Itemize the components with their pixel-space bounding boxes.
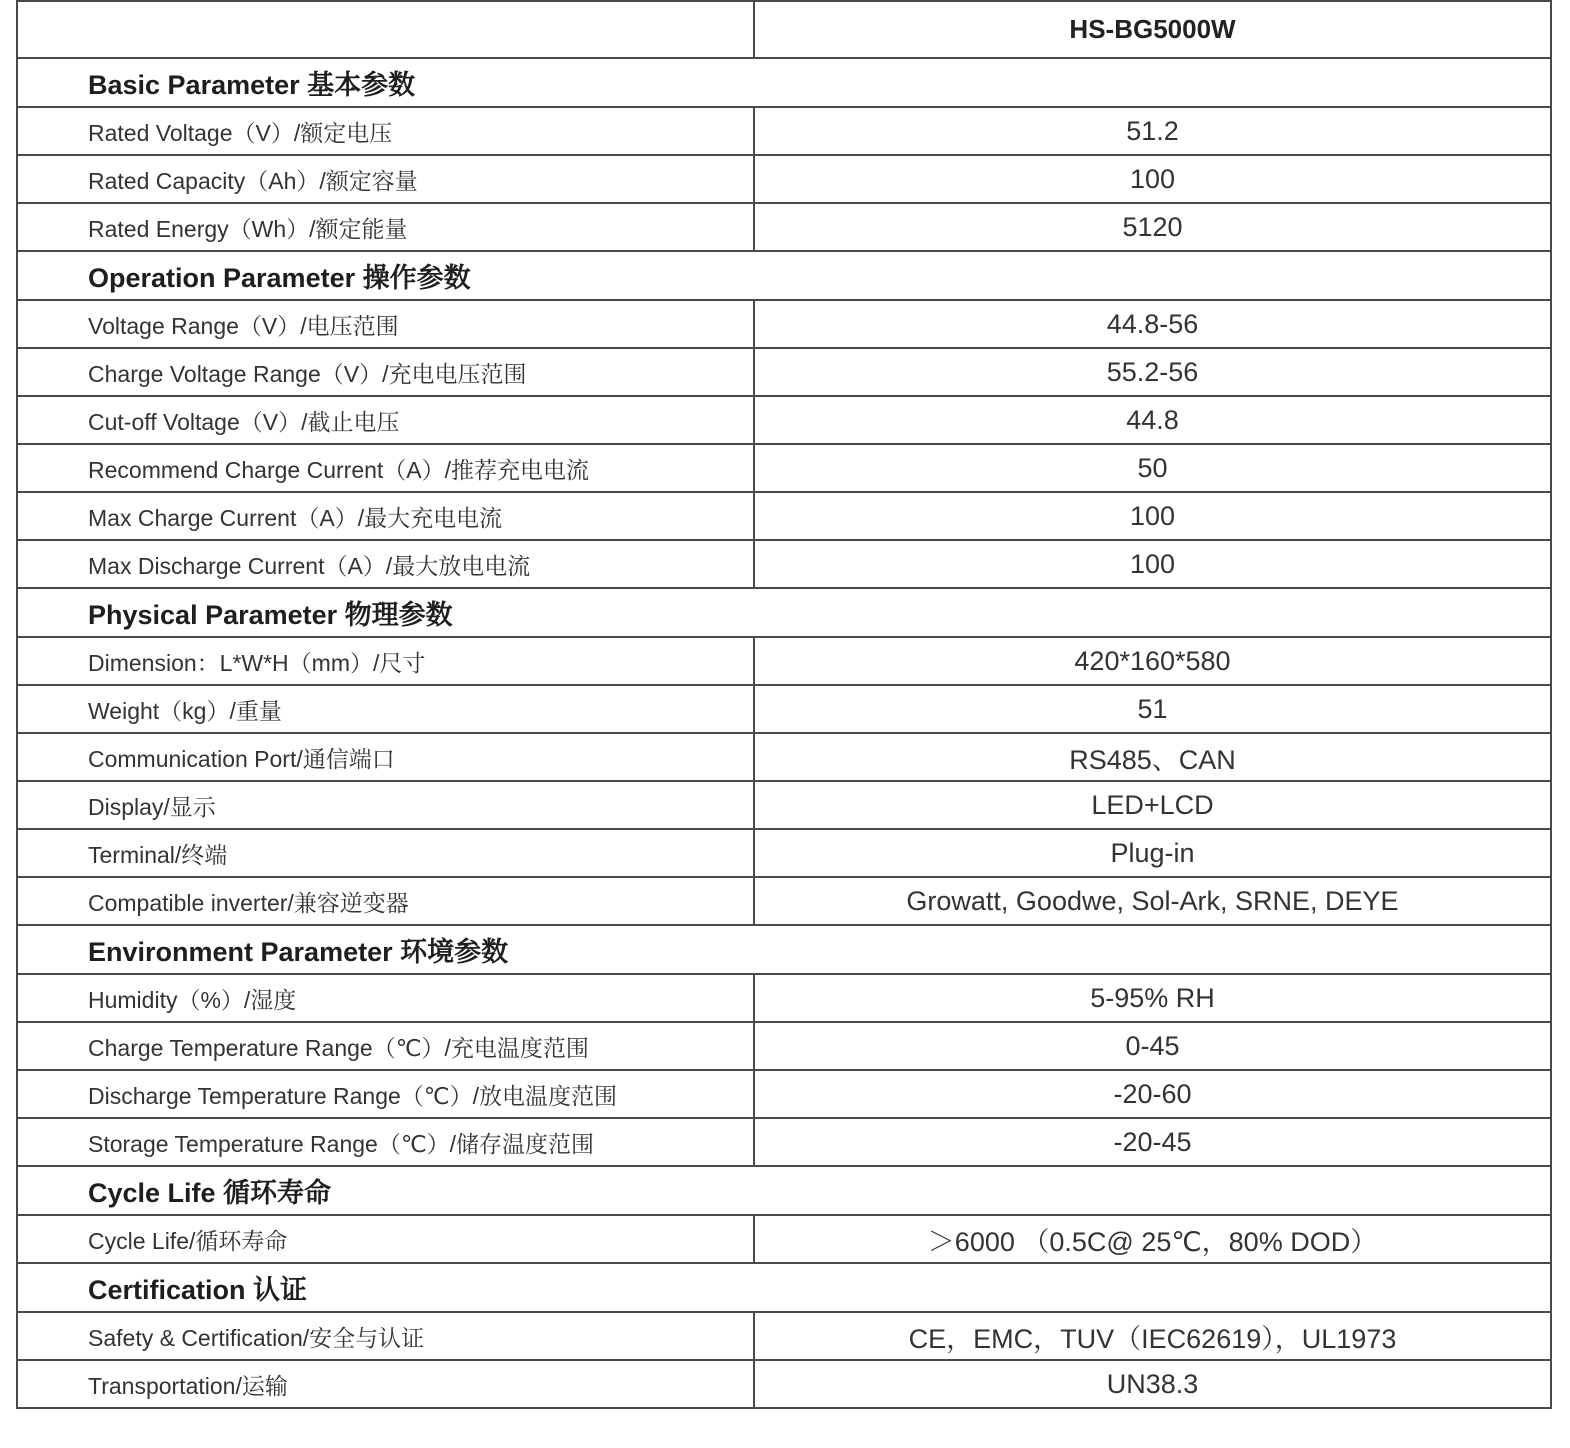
table-row [17, 396, 1551, 444]
section-title: Cycle Life 循环寿命 [17, 1166, 1551, 1215]
table-row [17, 829, 1551, 877]
parameter-value: 0-45 [754, 1022, 1551, 1070]
section-title: Basic Parameter 基本参数 [17, 58, 1551, 107]
parameter-label: Communication Port/通信端口 [17, 733, 754, 781]
table-row [17, 974, 1551, 1022]
section-header-row [17, 588, 1551, 637]
parameter-label: Max Discharge Current（A）/最大放电电流 [17, 540, 754, 588]
table-row [17, 155, 1551, 203]
model-name: HS-BG5000W [754, 1, 1551, 58]
parameter-value: UN38.3 [754, 1360, 1551, 1408]
parameter-label: Compatible inverter/兼容逆变器 [17, 877, 754, 925]
parameter-value: RS485、CAN [754, 733, 1551, 781]
header-empty-cell [17, 1, 754, 58]
parameter-value: LED+LCD [754, 781, 1551, 829]
parameter-label: Safety & Certification/安全与认证 [17, 1312, 754, 1360]
parameter-label: Rated Capacity（Ah）/额定容量 [17, 155, 754, 203]
parameter-value: 100 [754, 155, 1551, 203]
table-row [17, 300, 1551, 348]
parameter-label: Max Charge Current（A）/最大充电电流 [17, 492, 754, 540]
spec-table [16, 0, 1552, 1409]
parameter-value: 100 [754, 492, 1551, 540]
parameter-value: 5120 [754, 203, 1551, 251]
table-row [17, 781, 1551, 829]
table-row [17, 877, 1551, 925]
parameter-label: Transportation/运输 [17, 1360, 754, 1408]
section-title: Physical Parameter 物理参数 [17, 588, 1551, 637]
table-row [17, 685, 1551, 733]
table-row [17, 1022, 1551, 1070]
table-row [17, 107, 1551, 155]
parameter-label: Cut-off Voltage（V）/截止电压 [17, 396, 754, 444]
section-title: Environment Parameter 环境参数 [17, 925, 1551, 974]
parameter-value: 100 [754, 540, 1551, 588]
section-header-row [17, 1166, 1551, 1215]
header-row [17, 1, 1551, 58]
parameter-label: Weight（kg）/重量 [17, 685, 754, 733]
parameter-label: Discharge Temperature Range（℃）/放电温度范围 [17, 1070, 754, 1118]
parameter-label: Rated Energy（Wh）/额定能量 [17, 203, 754, 251]
parameter-label: Humidity（%）/湿度 [17, 974, 754, 1022]
parameter-value: 420*160*580 [754, 637, 1551, 685]
parameter-label: Charge Voltage Range（V）/充电电压范围 [17, 348, 754, 396]
parameter-value: 51.2 [754, 107, 1551, 155]
parameter-label: Display/显示 [17, 781, 754, 829]
parameter-value: 50 [754, 444, 1551, 492]
section-title: Operation Parameter 操作参数 [17, 251, 1551, 300]
table-row [17, 1215, 1551, 1263]
parameter-label: Voltage Range（V）/电压范围 [17, 300, 754, 348]
parameter-label: Recommend Charge Current（A）/推荐充电电流 [17, 444, 754, 492]
section-header-row [17, 58, 1551, 107]
parameter-value: -20-45 [754, 1118, 1551, 1166]
parameter-value: 5-95% RH [754, 974, 1551, 1022]
table-row [17, 1118, 1551, 1166]
parameter-label: Dimension：L*W*H（mm）/尺寸 [17, 637, 754, 685]
spec-table-body [17, 1, 1551, 1408]
parameter-value: Growatt, Goodwe, Sol-Ark, SRNE, DEYE [754, 877, 1551, 925]
table-row [17, 492, 1551, 540]
section-title: Certification 认证 [17, 1263, 1551, 1312]
table-row [17, 203, 1551, 251]
parameter-label: Rated Voltage（V）/额定电压 [17, 107, 754, 155]
parameter-value: -20-60 [754, 1070, 1551, 1118]
table-row [17, 637, 1551, 685]
table-row [17, 540, 1551, 588]
section-header-row [17, 251, 1551, 300]
parameter-label: Terminal/终端 [17, 829, 754, 877]
parameter-label: Storage Temperature Range（℃）/储存温度范围 [17, 1118, 754, 1166]
parameter-value: Plug-in [754, 829, 1551, 877]
table-row [17, 1070, 1551, 1118]
parameter-value: 44.8-56 [754, 300, 1551, 348]
parameter-value: CE，EMC，TUV（IEC62619），UL1973 [754, 1312, 1551, 1360]
parameter-value: 44.8 [754, 396, 1551, 444]
table-row [17, 1360, 1551, 1408]
table-row [17, 1312, 1551, 1360]
table-row [17, 348, 1551, 396]
parameter-label: Charge Temperature Range（℃）/充电温度范围 [17, 1022, 754, 1070]
parameter-value: 55.2-56 [754, 348, 1551, 396]
table-row [17, 444, 1551, 492]
parameter-label: Cycle Life/循环寿命 [17, 1215, 754, 1263]
parameter-value: ＞6000 （0.5C@ 25℃，80% DOD） [754, 1215, 1551, 1263]
section-header-row [17, 925, 1551, 974]
section-header-row [17, 1263, 1551, 1312]
parameter-value: 51 [754, 685, 1551, 733]
table-row [17, 733, 1551, 781]
